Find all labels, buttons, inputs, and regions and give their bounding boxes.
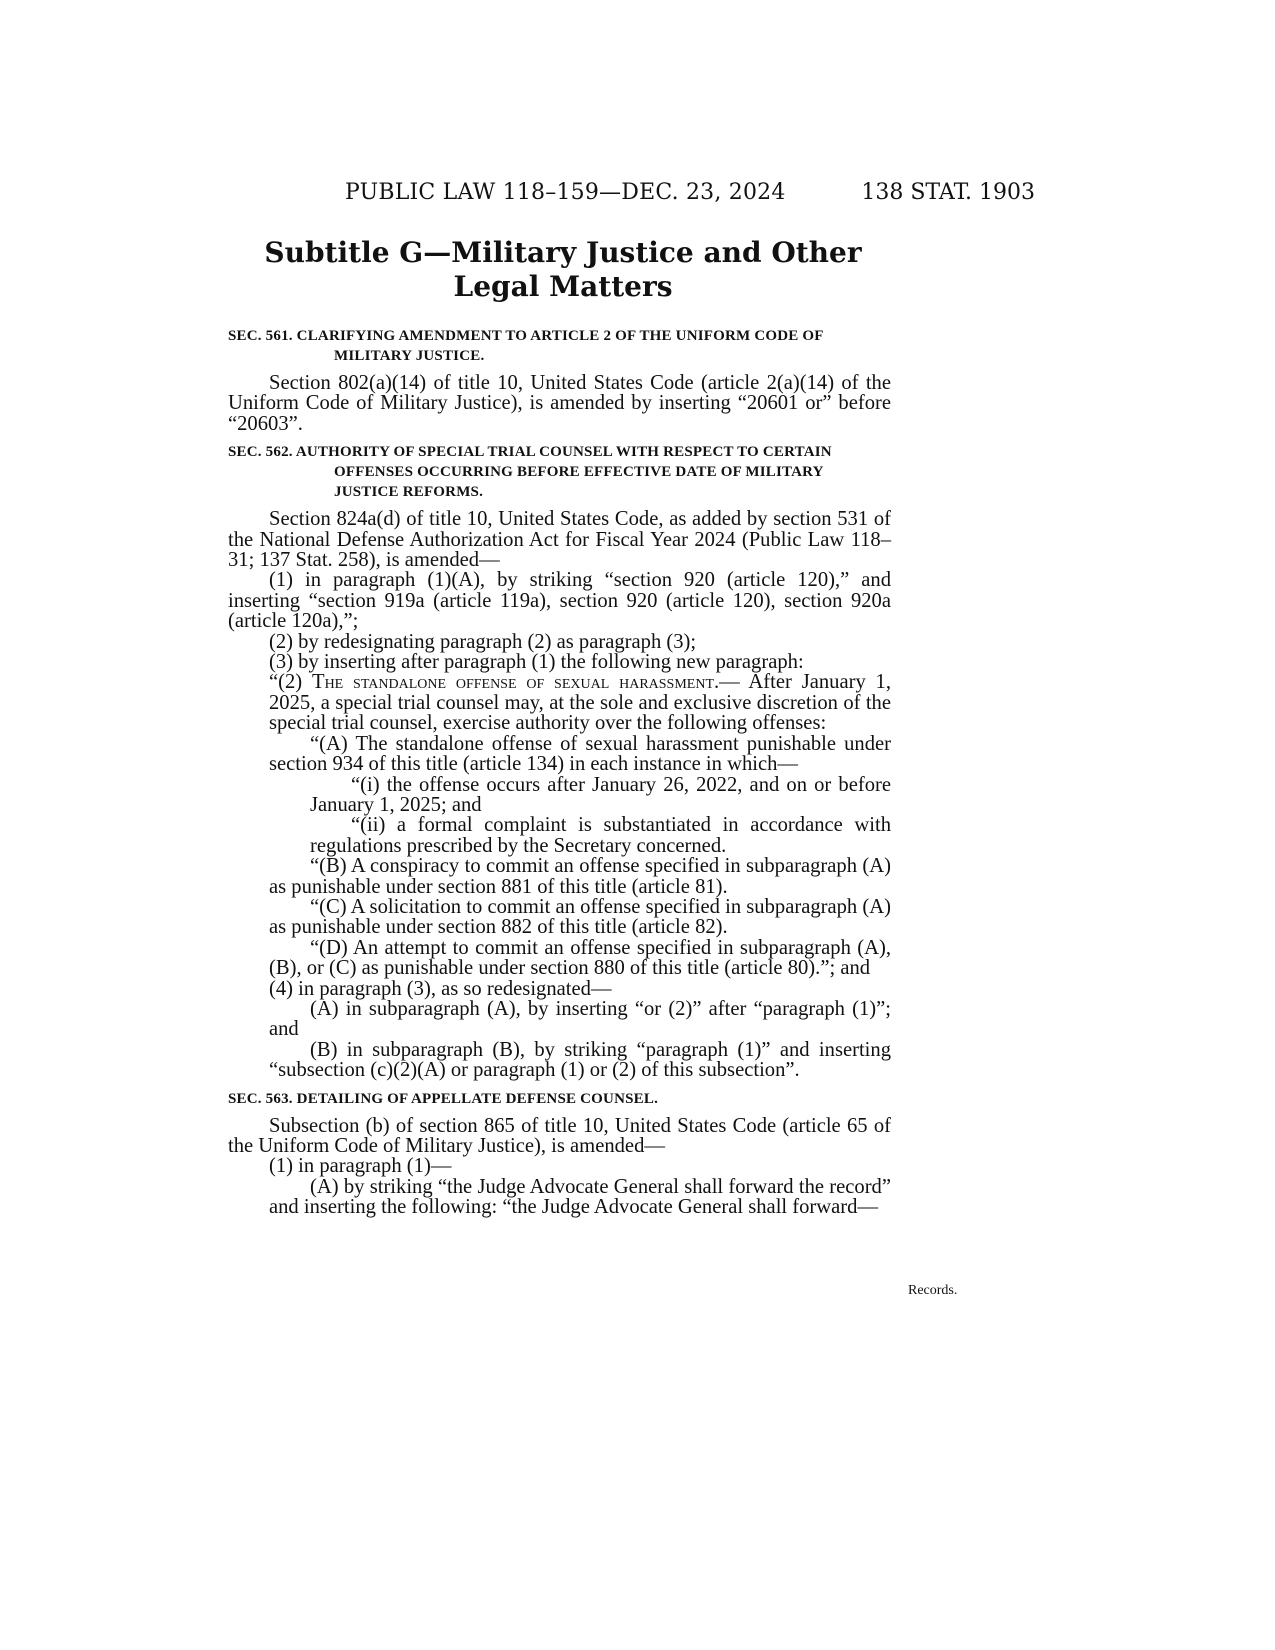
section-562-para-4-a: (A) in subparagraph (A), by inserting “or (2)” after “paragraph (1)”; and [269, 997, 891, 1041]
subtitle-heading [228, 236, 898, 304]
section-562-intro: Section 824a(d) of title 10, United States Code, as added by section 531 of the National Defense Authorization Act for Fiscal Year 2024 (Public Law 118–31; 137 Stat. 258), is amended— [228, 508, 891, 572]
quoted-subparagraph-a: “(A) The standalone offense of sexual harassment punishable under section 934 of this title (article 134) in each instance in which— [269, 732, 891, 776]
quoted-paragraph-2-caption: The standalone offense of sexual harassment. [311, 671, 720, 694]
section-562-para-4: (4) in paragraph (3), as so redesignated— [269, 977, 612, 1000]
section-561-heading: SEC. 561. CLARIFYING AMENDMENT TO ARTICLE 2 OF THE UNIFORM CODE OF MILITARY JUSTICE. [228, 328, 824, 364]
margin-note-records: Records. [908, 1283, 958, 1298]
subtitle-line-2: Legal Matters [453, 270, 673, 303]
public-law-citation: PUBLIC LAW 118–159—DEC. 23, 2024 [345, 180, 786, 205]
quoted-subparagraph-d: “(D) An attempt to commit an offense specified in subparagraph (A), (B), or (C) as punishable under section 880 of this title (article 80).”; and [269, 936, 891, 980]
section-562-para-1: (1) in paragraph (1)(A), by striking “section 920 (article 120),” and inserting “section 919a (article 119a), section 920 (article 120), section 920a (article 120a),”; [228, 569, 891, 633]
quoted-paragraph-2-text: — After January 1, 2025, a special trial counsel may, at the sole and exclusive discretion of the special trial counsel, exercise authority over the following offenses: [269, 671, 892, 735]
quoted-subparagraph-b: “(B) A conspiracy to commit an offense specified in subparagraph (A) as punishable under section 881 of this title (article 81). [269, 855, 891, 898]
section-563-para-1-a: (A) by striking “the Judge Advocate General shall forward the record” and inserting the following: “the Judge Advocate General shall forward— [269, 1175, 891, 1219]
section-563-intro: Subsection (b) of section 865 of title 10, United States Code (article 65 of the Uniform Code of Military Justice), is amended— [228, 1114, 891, 1157]
section-562-heading: SEC. 562. AUTHORITY OF SPECIAL TRIAL COUNSEL WITH RESPECT TO CERTAIN OFFENSES OCCURRING BEFORE EFFECTIVE DATE OF MILITARY JUSTICE REFORMS. [228, 444, 832, 501]
document-body [228, 326, 891, 1218]
section-563-heading: SEC. 563. DETAILING OF APPELLATE DEFENSE COUNSEL. [228, 1090, 659, 1107]
quoted-paragraph-2 [228, 672, 891, 733]
quoted-clause-ii: “(ii) a formal complaint is substantiated in accordance with regulations prescribed by the Secretary concerned. [310, 814, 891, 857]
section-563-para-1: (1) in paragraph (1)— [269, 1155, 452, 1178]
section-562-para-3: (3) by inserting after paragraph (1) the following new paragraph: [269, 651, 804, 674]
statute-page-number: 138 STAT. 1903 [861, 180, 1035, 205]
quoted-clause-i: “(i) the offense occurs after January 26, 2022, and on or before January 1, 2025; and [310, 773, 891, 816]
page-header [345, 180, 1035, 210]
quoted-paragraph-2-lead: “(2) [269, 671, 312, 694]
subtitle-line-1: Subtitle G—Military Justice and Other [264, 236, 862, 269]
quoted-subparagraph-c: “(C) A solicitation to commit an offense specified in subparagraph (A) as punishable under section 882 of this title (article 82). [269, 895, 891, 939]
section-562-para-2: (2) by redesignating paragraph (2) as paragraph (3); [269, 630, 697, 653]
section-562-para-4-b: (B) in subparagraph (B), by striking “paragraph (1)” and inserting “subsection (c)(2)(A) or paragraph (1) or (2) of this subsection”. [269, 1038, 891, 1082]
section-561-text: Section 802(a)(14) of title 10, United States Code (article 2(a)(14) of the Uniform Code of Military Justice), is amended by inserting “20601 or” before “20603”. [228, 372, 891, 435]
